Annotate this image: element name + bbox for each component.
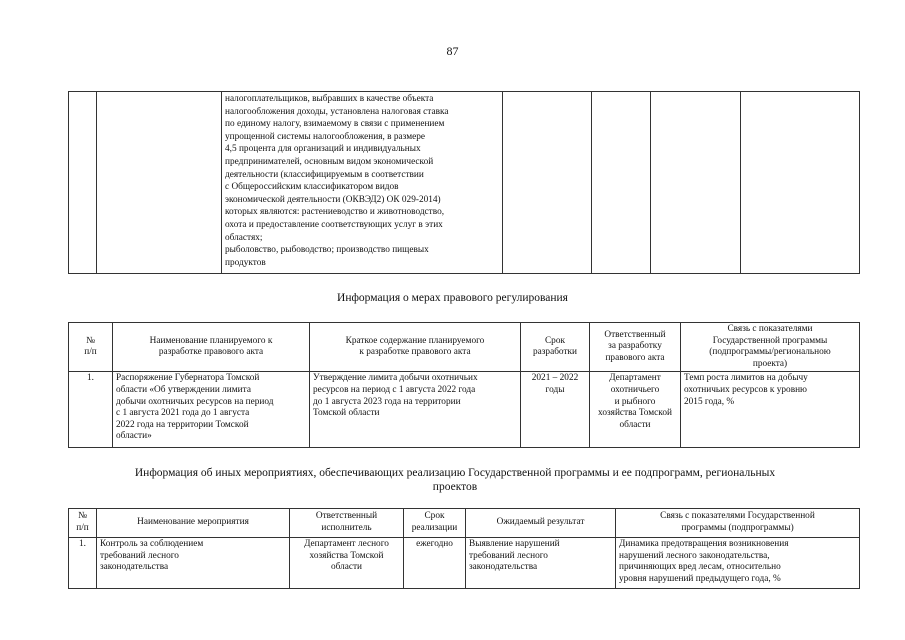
column-header: Наименование планируемого к разработке правового акта: [113, 323, 310, 372]
row-number: 1.: [69, 372, 113, 448]
column-header: Наименование мероприятия: [97, 509, 290, 538]
table-cell: Динамика предотвращения возникновения нарушений лесного законодательства, причиняющих вред лесам, относительно уровня нарушений предыдущего года, %: [616, 538, 860, 589]
column-header: Срок разработки: [521, 323, 590, 372]
table-cell: ежегодно: [404, 538, 466, 589]
table-cell: Контроль за соблюдением требований лесного законодательства: [97, 538, 290, 589]
table-cell-text: налогоплательщиков, выбравших в качестве объекта налогообложения доходы, установлена налоговая ставка по единому налогу, взимаемому в связи с применением упрощенной системы налогообложения, в размере 4,5 процента для организаций и индивидуальных предпринимателей, основным видом экономической деятельности (классифицируемым в соответствии с Общероссийским классификатором видов экономической деятельности (ОКВЭД2) ОК 029-2014) которых являются: растениеводство и животноводство, охота и предоставление соответствующих услуг в этих областях; рыболовство, рыбоводство; производство пищевых продуктов: [222, 92, 503, 274]
column-header: Краткое содержание планируемого к разработке правового акта: [310, 323, 521, 372]
section-title-other-measures: Информация об иных мероприятиях, обеспечивающих реализацию Государственной программы и ее подпрограмм, региональных проектов: [134, 467, 776, 493]
table-cell: [741, 92, 860, 274]
column-header: Связь с показателями Государственной программы (подпрограммы): [616, 509, 860, 538]
table-header-row: [69, 323, 860, 372]
legal-measures-table: [68, 322, 860, 448]
section-title-legal-measures: Информация о мерах правового регулирования: [337, 292, 568, 304]
continuation-table: [68, 91, 860, 274]
table-cell: [97, 92, 222, 274]
table-header-row: [69, 509, 860, 538]
table-cell: 2021 – 2022 годы: [521, 372, 590, 448]
column-header: № п/п: [69, 509, 97, 538]
table-cell: [503, 92, 592, 274]
column-header: № п/п: [69, 323, 113, 372]
column-header: Ответственный за разработку правового акта: [590, 323, 681, 372]
column-header: Ответственный исполнитель: [290, 509, 404, 538]
column-header: Связь с показателями Государственной программы (подпрограммы/региональною проекта): [681, 323, 860, 372]
table-cell: Департамент лесного хозяйства Томской области: [290, 538, 404, 589]
table-row: [69, 538, 860, 589]
column-header: Ожидаемый результат: [466, 509, 616, 538]
table-cell: Департамент охотничьего и рыбного хозяйства Томской области: [590, 372, 681, 448]
other-measures-table: [68, 508, 860, 589]
table-cell: Утверждение лимита добычи охотничьих ресурсов на период с 1 августа 2022 года до 1 августа 2023 года на территории Томской области: [310, 372, 521, 448]
table-cell: Темп роста лимитов на добычу охотничьих ресурсов к уровню 2015 года, %: [681, 372, 860, 448]
page-number: 87: [446, 44, 459, 58]
table-row: [69, 372, 860, 448]
row-number: 1.: [69, 538, 97, 589]
column-header: Срок реализации: [404, 509, 466, 538]
table-cell: Выявление нарушений требований лесного законодательства: [466, 538, 616, 589]
table-cell: [592, 92, 651, 274]
table-row: [69, 92, 860, 274]
table-cell: [69, 92, 97, 274]
table-cell: Распоряжение Губернатора Томской области «Об утверждении лимита добычи охотничьих ресурсов на период с 1 августа 2021 года до 1 августа 2022 года на территории Томской области»: [113, 372, 310, 448]
table-cell: [651, 92, 741, 274]
